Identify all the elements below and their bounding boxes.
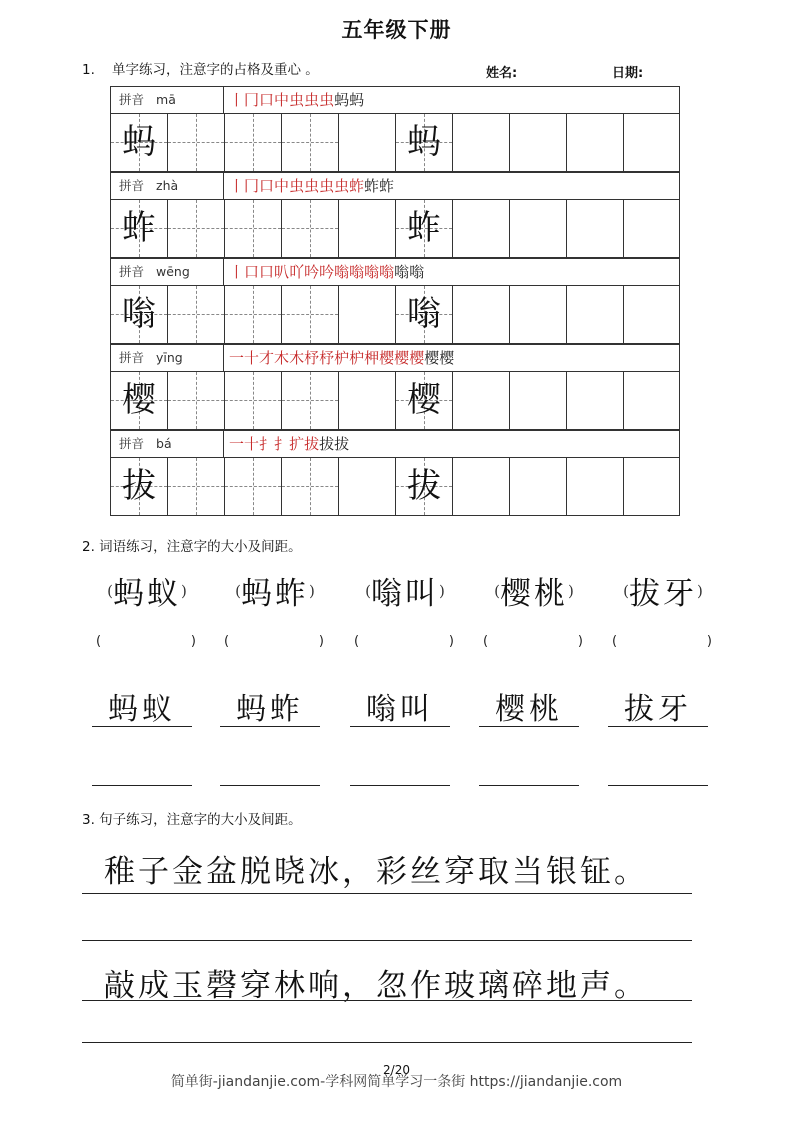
- pinyin-label: 拼音: [119, 264, 145, 279]
- paren-open: (: [365, 582, 371, 600]
- pinyin-blank[interactable]: [612, 634, 712, 649]
- pinyin-row: [110, 430, 680, 458]
- stroke-order: [229, 259, 424, 285]
- section3-instruction: 3. 句子练习，注意字的大小及间距。: [82, 812, 302, 828]
- guide-line-horizontal: [225, 400, 281, 401]
- stroke-step: 丨: [229, 91, 244, 109]
- pinyin-box: [111, 173, 224, 199]
- stroke-step: 樱: [379, 349, 394, 367]
- stroke-step: 木: [289, 349, 304, 367]
- pinyin-label: 拼音: [119, 350, 145, 365]
- stroke-step: 蚂: [349, 91, 364, 109]
- paren-open: (: [96, 634, 102, 649]
- writing-cell[interactable]: [567, 286, 624, 343]
- stroke-step: 一: [229, 435, 244, 453]
- model-character: 蚱: [407, 208, 441, 248]
- stroke-step: 叭: [274, 263, 289, 281]
- page-number: 2/20: [383, 1063, 410, 1077]
- character-practice-grid: [110, 86, 680, 516]
- char-block: [110, 430, 680, 516]
- writing-cells: [110, 114, 680, 172]
- guide-line-horizontal: [282, 400, 338, 401]
- writing-cell[interactable]: [453, 200, 510, 257]
- section1-heading: [82, 58, 319, 78]
- writing-cell[interactable]: [396, 372, 453, 429]
- writing-line[interactable]: [92, 726, 192, 727]
- stroke-step: 口: [259, 263, 274, 281]
- sentence-text: 稚子金盆脱晓冰，彩丝穿取当银钲。: [104, 854, 648, 890]
- writing-cell[interactable]: [453, 458, 510, 515]
- stroke-step: 一: [229, 349, 244, 367]
- footer-text: 简单街-jiandanjie.com-学科网简单学习一条街 https://jiandanjie.com: [170, 1074, 623, 1090]
- pinyin-text: mā: [156, 92, 176, 107]
- paren-close: ): [706, 634, 712, 649]
- pinyin-text: yīng: [156, 350, 183, 365]
- writing-cell[interactable]: [282, 114, 339, 171]
- stroke-step: 吟: [319, 263, 334, 281]
- writing-cell[interactable]: [453, 114, 510, 171]
- word-with-parens: [345, 568, 465, 613]
- guide-line-horizontal: [225, 228, 281, 229]
- writing-cells: [110, 200, 680, 258]
- pinyin-blank[interactable]: [354, 634, 454, 649]
- word-with-parens: [603, 568, 723, 613]
- writing-cell[interactable]: [396, 114, 453, 171]
- stroke-step: 拔: [304, 435, 319, 453]
- guide-line-horizontal: [282, 142, 338, 143]
- guide-line-horizontal: [168, 314, 224, 315]
- pinyin-blank[interactable]: [224, 634, 324, 649]
- stroke-step: 虫: [289, 177, 304, 195]
- section1-instruction: 单字练习，注意字的占格及重心 。: [112, 62, 319, 78]
- paren-open: (: [623, 582, 629, 600]
- writing-cell[interactable]: [510, 286, 567, 343]
- pinyin-box: [111, 345, 224, 371]
- stroke-step: 冂: [244, 91, 259, 109]
- stroke-step: 中: [274, 91, 289, 109]
- stroke-step: 木: [274, 349, 289, 367]
- model-character: 嗡: [407, 294, 441, 334]
- writing-cell[interactable]: [225, 114, 282, 171]
- writing-cell[interactable]: [339, 286, 396, 343]
- writing-line[interactable]: [608, 726, 708, 727]
- writing-line[interactable]: [92, 785, 192, 786]
- paren-close: ): [697, 582, 703, 600]
- word-text: 拔牙: [629, 576, 697, 612]
- writing-cell[interactable]: [282, 200, 339, 257]
- writing-line[interactable]: [350, 785, 450, 786]
- pinyin-blank[interactable]: [483, 634, 583, 649]
- stroke-step: 扩: [289, 435, 304, 453]
- guide-line-horizontal: [282, 486, 338, 487]
- writing-cell[interactable]: [624, 286, 681, 343]
- stroke-step: 虫: [289, 91, 304, 109]
- word-with-parens: [87, 568, 207, 613]
- stroke-order: [229, 345, 454, 371]
- paren-open: (: [235, 582, 241, 600]
- stroke-step: 拔: [334, 435, 349, 453]
- stroke-step: 蚂: [334, 91, 349, 109]
- guide-line-horizontal: [168, 142, 224, 143]
- writing-cell[interactable]: [225, 458, 282, 515]
- paren-close: ): [448, 634, 454, 649]
- writing-cells: [110, 286, 680, 344]
- stroke-step: 扌: [259, 435, 274, 453]
- writing-cell[interactable]: [225, 372, 282, 429]
- stroke-step: 嗡: [394, 263, 409, 281]
- stroke-step: 樱: [409, 349, 424, 367]
- writing-line[interactable]: [479, 785, 579, 786]
- writing-line[interactable]: [82, 893, 692, 894]
- stroke-step: 拔: [319, 435, 334, 453]
- name-label: 姓名:: [486, 66, 518, 81]
- section1-number: 1.: [82, 62, 95, 78]
- writing-line[interactable]: [350, 726, 450, 727]
- writing-cells: [110, 458, 680, 516]
- writing-cell[interactable]: [111, 114, 168, 171]
- pinyin-row: [110, 86, 680, 114]
- stroke-step: 蚱: [379, 177, 394, 195]
- char-block: [110, 344, 680, 430]
- writing-cell[interactable]: [168, 458, 225, 515]
- model-character: 樱: [407, 380, 441, 420]
- model-character: 拔: [122, 466, 156, 506]
- writing-cell[interactable]: [168, 286, 225, 343]
- writing-cell[interactable]: [168, 200, 225, 257]
- writing-cell[interactable]: [282, 372, 339, 429]
- paren-close: ): [190, 634, 196, 649]
- stroke-step: 口: [244, 263, 259, 281]
- stroke-step: 嗡: [379, 263, 394, 281]
- guide-line-horizontal: [168, 486, 224, 487]
- writing-cell[interactable]: [339, 458, 396, 515]
- stroke-step: 虫: [319, 177, 334, 195]
- paren-open: (: [494, 582, 500, 600]
- stroke-step: 柙: [364, 349, 379, 367]
- writing-cell[interactable]: [339, 114, 396, 171]
- stroke-step: 杼: [319, 349, 334, 367]
- stroke-step: 蚱: [349, 177, 364, 195]
- stroke-step: 樱: [439, 349, 454, 367]
- paren-open: (: [354, 634, 360, 649]
- stroke-step: 嗡: [349, 263, 364, 281]
- writing-line[interactable]: [82, 1000, 692, 1001]
- model-character: 嗡: [122, 294, 156, 334]
- writing-cell[interactable]: [624, 200, 681, 257]
- paren-close: ): [181, 582, 187, 600]
- paren-close: ): [318, 634, 324, 649]
- stroke-step: 虫: [334, 177, 349, 195]
- guide-line-horizontal: [282, 314, 338, 315]
- trace-word: 蚂蚱: [236, 692, 304, 727]
- writing-cell[interactable]: [111, 200, 168, 257]
- pinyin-blank[interactable]: [96, 634, 196, 649]
- writing-cell[interactable]: [396, 458, 453, 515]
- stroke-step: 嗡: [409, 263, 424, 281]
- pinyin-box: [111, 87, 224, 113]
- pinyin-label: 拼音: [119, 436, 145, 451]
- writing-cell[interactable]: [510, 200, 567, 257]
- stroke-step: 嗡: [334, 263, 349, 281]
- guide-line-horizontal: [282, 228, 338, 229]
- writing-cell[interactable]: [225, 286, 282, 343]
- stroke-order: [229, 87, 364, 113]
- trace-word: 樱桃: [495, 692, 563, 727]
- trace-word: 拔牙: [624, 692, 692, 727]
- sentence-text: 敲成玉磬穿林响，忽作玻璃碎地声。: [104, 968, 648, 1004]
- stroke-step: 吟: [304, 263, 319, 281]
- stroke-step: 蚱: [364, 177, 379, 195]
- pinyin-row: [110, 344, 680, 372]
- stroke-step: 樱: [394, 349, 409, 367]
- paren-open: (: [612, 634, 618, 649]
- stroke-step: 樱: [424, 349, 439, 367]
- writing-line[interactable]: [82, 940, 692, 941]
- pinyin-row: [110, 172, 680, 200]
- writing-cell[interactable]: [396, 286, 453, 343]
- stroke-step: 口: [259, 91, 274, 109]
- writing-cell[interactable]: [282, 286, 339, 343]
- writing-cell[interactable]: [510, 458, 567, 515]
- pinyin-text: wēng: [156, 264, 190, 279]
- char-block: [110, 258, 680, 344]
- stroke-step: 冂: [244, 177, 259, 195]
- stroke-step: 口: [259, 177, 274, 195]
- stroke-step: 中: [274, 177, 289, 195]
- char-block: [110, 86, 680, 172]
- writing-cell[interactable]: [111, 372, 168, 429]
- word-with-parens: [215, 568, 335, 613]
- writing-cell[interactable]: [510, 114, 567, 171]
- stroke-order: [229, 173, 394, 199]
- writing-cell[interactable]: [282, 458, 339, 515]
- stroke-step: 扌: [274, 435, 289, 453]
- writing-cell[interactable]: [339, 200, 396, 257]
- pinyin-label: 拼音: [119, 178, 145, 193]
- paren-close: ): [577, 634, 583, 649]
- stroke-step: 十: [244, 435, 259, 453]
- model-character: 樱: [122, 380, 156, 420]
- writing-line[interactable]: [220, 726, 320, 727]
- writing-cell[interactable]: [168, 114, 225, 171]
- writing-cell[interactable]: [567, 372, 624, 429]
- writing-line[interactable]: [608, 785, 708, 786]
- model-character: 蚂: [122, 122, 156, 162]
- stroke-step: 枦: [334, 349, 349, 367]
- stroke-step: 十: [244, 349, 259, 367]
- writing-cell[interactable]: [453, 286, 510, 343]
- model-character: 蚱: [122, 208, 156, 248]
- paren-open: (: [224, 634, 230, 649]
- pinyin-text: zhà: [156, 178, 179, 193]
- writing-cell[interactable]: [111, 458, 168, 515]
- stroke-step: 吖: [289, 263, 304, 281]
- stroke-step: 杼: [304, 349, 319, 367]
- stroke-step: 虫: [304, 177, 319, 195]
- writing-cell[interactable]: [225, 200, 282, 257]
- word-text: 嗡叫: [371, 576, 439, 612]
- pinyin-box: [111, 431, 224, 457]
- trace-word: 蚂蚁: [108, 692, 176, 727]
- char-block: [110, 172, 680, 258]
- page-title: 五年级下册: [341, 18, 452, 42]
- guide-line-horizontal: [225, 142, 281, 143]
- stroke-step: 枦: [349, 349, 364, 367]
- writing-line[interactable]: [220, 785, 320, 786]
- writing-cell[interactable]: [168, 372, 225, 429]
- word-with-parens: [474, 568, 594, 613]
- writing-cell[interactable]: [510, 372, 567, 429]
- writing-cell[interactable]: [567, 200, 624, 257]
- writing-line[interactable]: [479, 726, 579, 727]
- stroke-order: [229, 431, 349, 457]
- writing-cell[interactable]: [624, 458, 681, 515]
- paren-close: ): [439, 582, 445, 600]
- trace-word: 嗡叫: [366, 692, 434, 727]
- stroke-step: 才: [259, 349, 274, 367]
- word-text: 樱桃: [500, 576, 568, 612]
- word-text: 蚂蚱: [241, 576, 309, 612]
- guide-line-horizontal: [225, 314, 281, 315]
- pinyin-text: bá: [156, 436, 172, 451]
- writing-cell[interactable]: [624, 114, 681, 171]
- writing-cells: [110, 372, 680, 430]
- stroke-step: 虫: [304, 91, 319, 109]
- word-text: 蚂蚁: [113, 576, 181, 612]
- paren-close: ): [309, 582, 315, 600]
- guide-line-horizontal: [168, 400, 224, 401]
- writing-cell[interactable]: [339, 372, 396, 429]
- writing-cell[interactable]: [567, 114, 624, 171]
- stroke-step: 丨: [229, 177, 244, 195]
- guide-line-horizontal: [225, 486, 281, 487]
- date-label: 日期:: [612, 66, 644, 81]
- writing-cell[interactable]: [567, 458, 624, 515]
- writing-cell[interactable]: [624, 372, 681, 429]
- pinyin-box: [111, 259, 224, 285]
- pinyin-row: [110, 258, 680, 286]
- writing-cell[interactable]: [111, 286, 168, 343]
- paren-open: (: [107, 582, 113, 600]
- stroke-step: 虫: [319, 91, 334, 109]
- stroke-step: 丨: [229, 263, 244, 281]
- pinyin-label: 拼音: [119, 92, 145, 107]
- writing-line[interactable]: [82, 1042, 692, 1043]
- writing-cell[interactable]: [453, 372, 510, 429]
- model-character: 蚂: [407, 122, 441, 162]
- writing-cell[interactable]: [396, 200, 453, 257]
- guide-line-horizontal: [168, 228, 224, 229]
- section2-instruction: 2. 词语练习，注意字的大小及间距。: [82, 539, 302, 555]
- stroke-step: 嗡: [364, 263, 379, 281]
- model-character: 拔: [407, 466, 441, 506]
- paren-close: ): [568, 582, 574, 600]
- paren-open: (: [483, 634, 489, 649]
